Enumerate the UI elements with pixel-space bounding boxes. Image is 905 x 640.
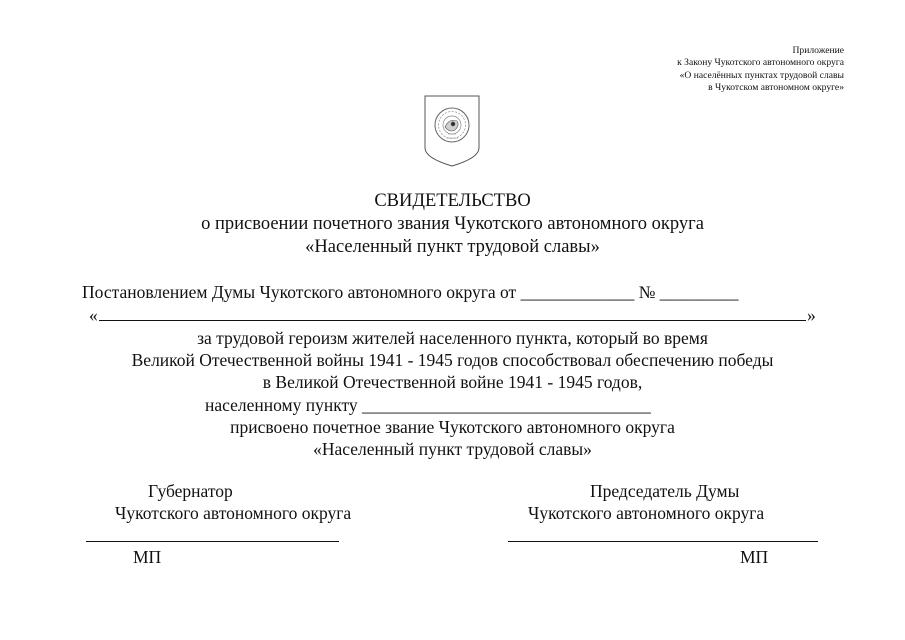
body-line-2: Великой Отечественной войны 1941 - 1945 годов способствовал обеспечению победы [131, 350, 774, 370]
chair-region: Чукотского автономного округа [528, 503, 765, 523]
governor-seal-label: МП [133, 547, 162, 567]
blank-line-long [99, 320, 806, 321]
quote-open: « [89, 305, 98, 325]
settlement-line: населенному пункту _________________________________ [205, 395, 651, 415]
certificate-subtitle-1: о присвоении почетного звания Чукотского автономного округа [201, 214, 704, 234]
annex-line-2: к Закону Чукотского автономного округа [677, 57, 844, 69]
decree-line: Постановлением Думы Чукотского автономного округа от _____________ № _________ [82, 282, 739, 302]
chair-title: Председатель Думы [590, 481, 740, 501]
annex-line-1: Приложение [792, 45, 844, 56]
coat-of-arms-icon [422, 94, 482, 168]
body-line-5: «Населенный пункт трудовой славы» [313, 439, 592, 459]
governor-title: Губернатор [148, 481, 233, 501]
annex-line-4: в Чукотском автономном округе» [708, 81, 844, 93]
annex-note [677, 45, 844, 94]
governor-region: Чукотского автономного округа [115, 503, 352, 523]
body-line-4: присвоено почетное звание Чукотского автономного округа [230, 417, 675, 437]
chair-signature-line [508, 541, 818, 542]
chair-seal-label: МП [740, 547, 769, 567]
body-line-3: в Великой Отечественной войне 1941 - 1945 годов, [262, 372, 643, 392]
quote-close: » [807, 305, 816, 325]
body-line-1: за трудовой героизм жителей населенного пункта, который во время [197, 328, 708, 348]
annex-line-3: «О населённых пунктах трудовой славы [679, 69, 844, 81]
certificate-title: СВИДЕТЕЛЬСТВО [374, 191, 531, 211]
governor-signature-line [86, 541, 339, 542]
certificate-subtitle-2: «Населенный пункт трудовой славы» [305, 237, 600, 257]
